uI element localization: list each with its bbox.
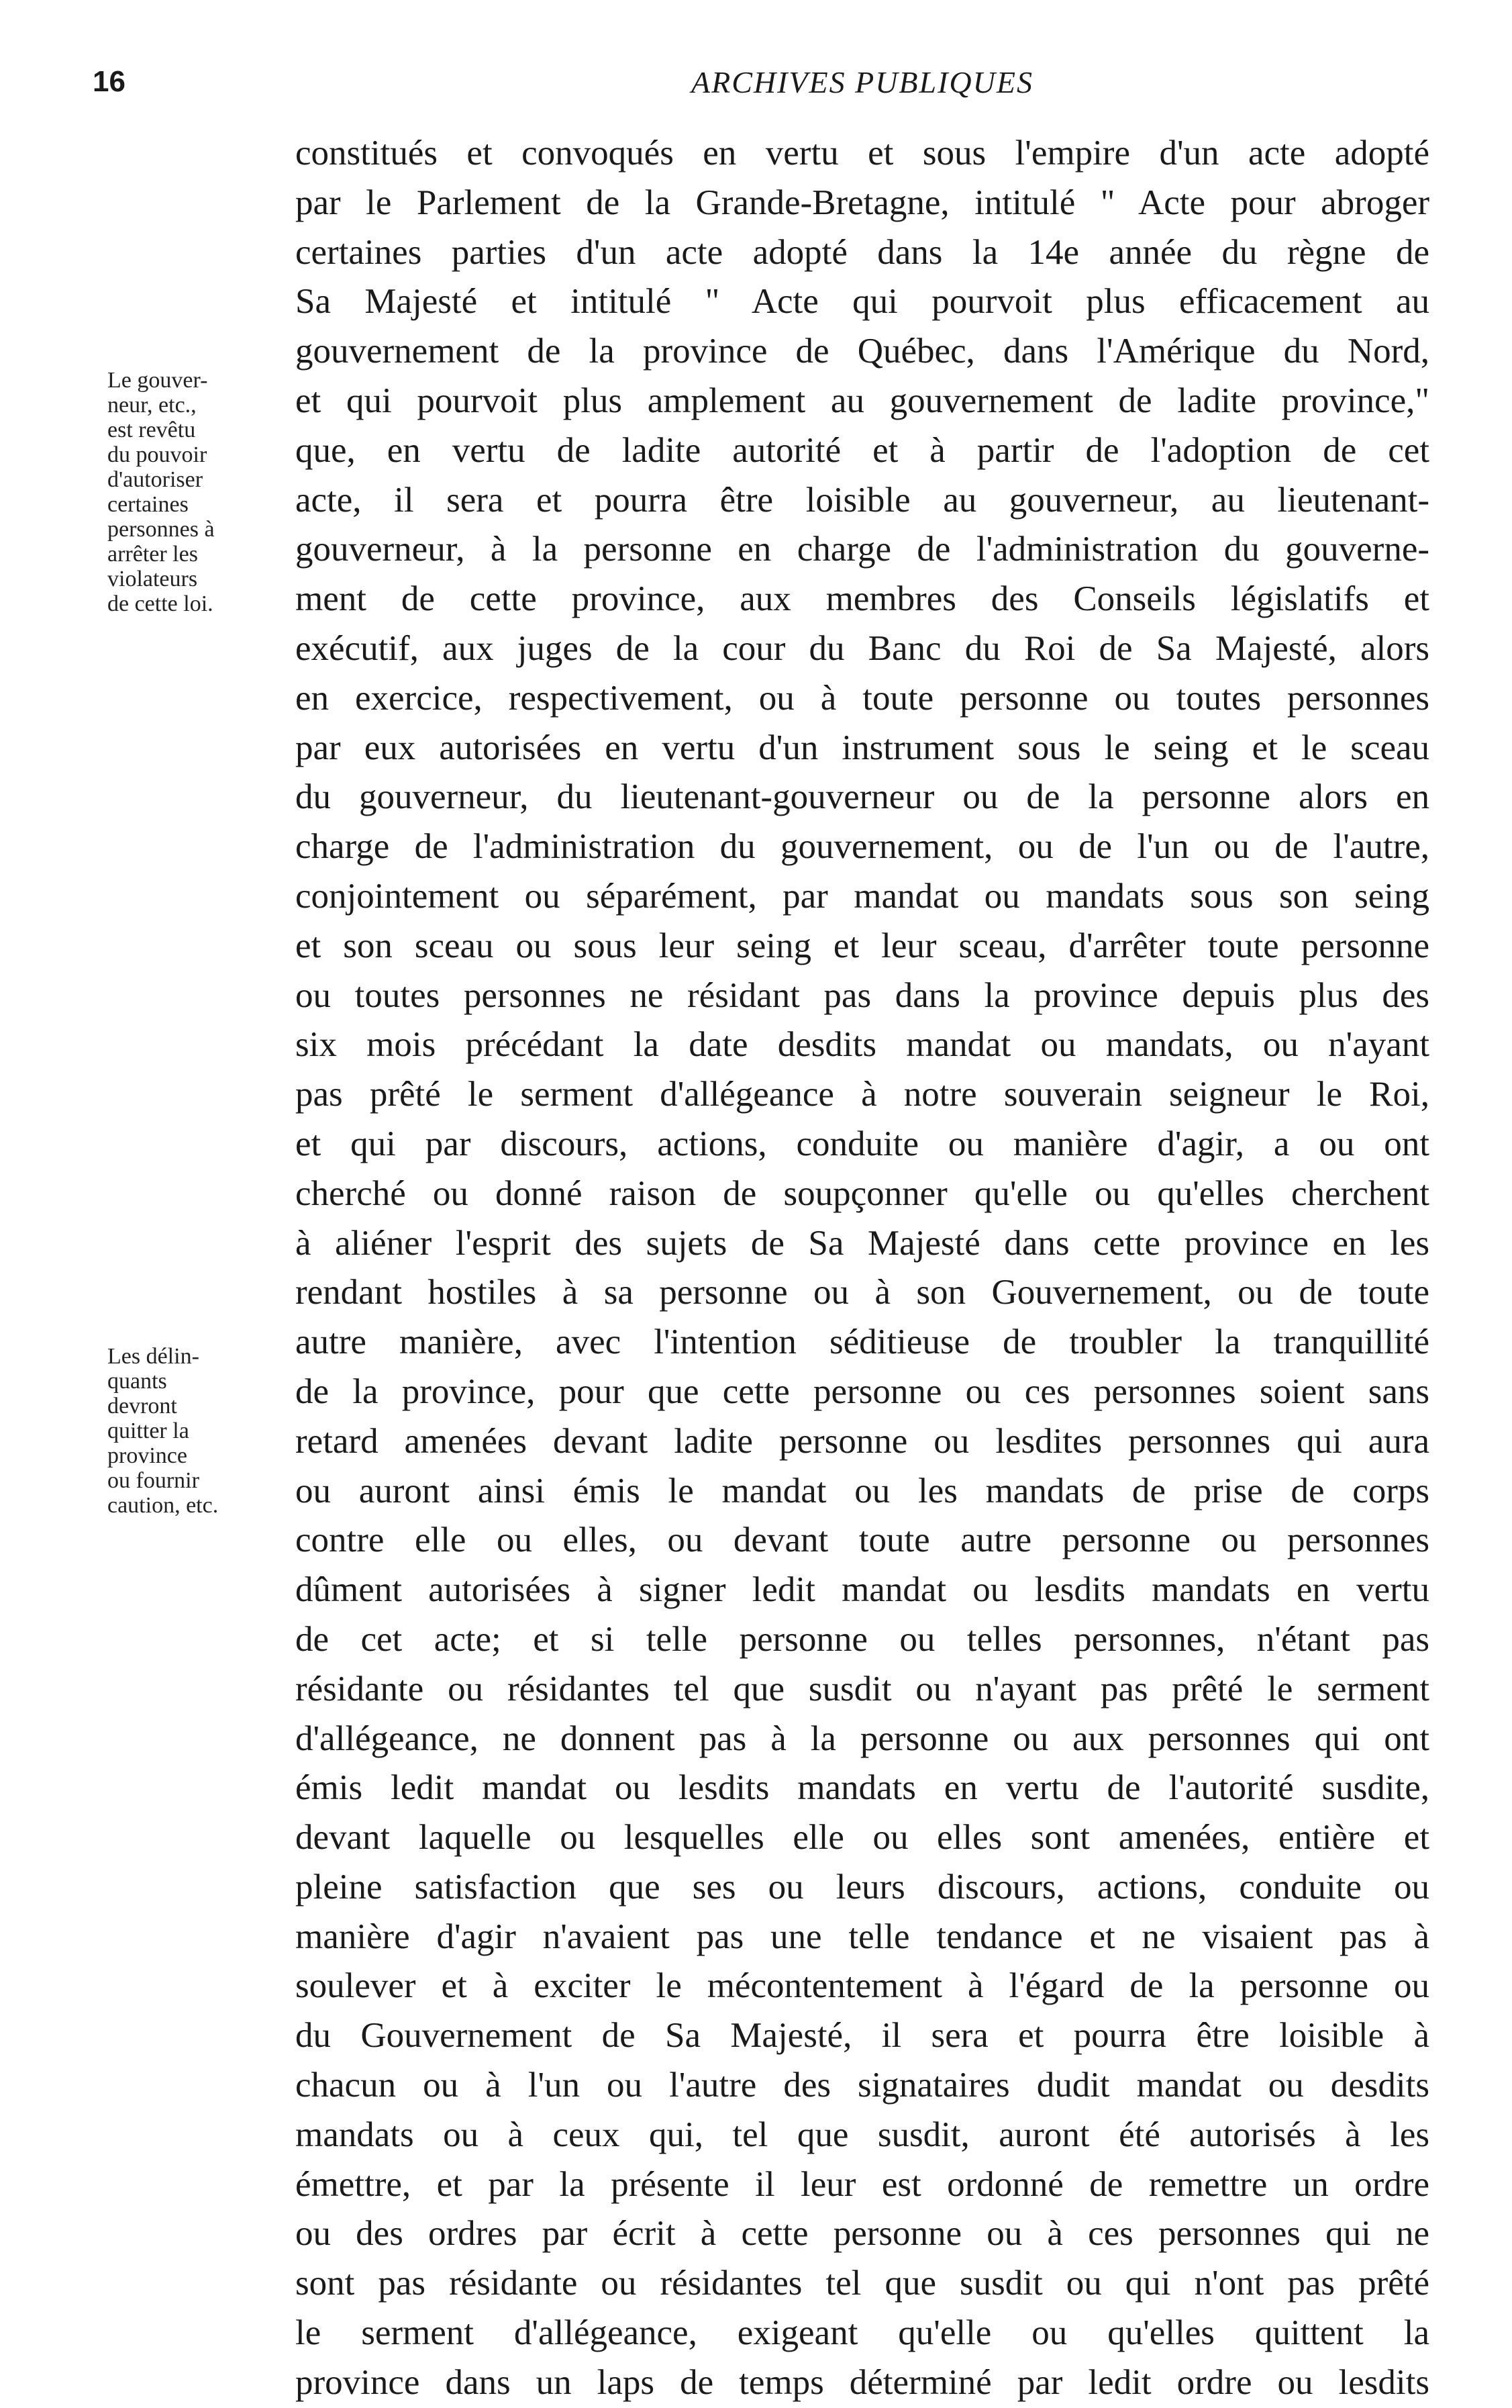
text-line: émettre, et par la présente il leur est ordonné de remettre un ordre [295,2164,1429,2204]
margin-note-line: de cette loi. [107,591,213,616]
text-line: pas prêté le serment d'allégeance à notre souverain seigneur le Roi, [295,1075,1429,1114]
text-line: certaines parties d'un acte adopté dans la 14e année du règne de [295,232,1429,272]
margin-note-line: caution, etc. [107,1493,219,1518]
text-line: le serment d'allégeance, exigeant qu'elle ou qu'elles quittent la [295,2313,1429,2353]
margin-note-line: Les délin- [107,1344,199,1369]
text-line: et qui par discours, actions, conduite ou manière d'agir, a ou ont [295,1124,1429,1163]
text-line: pleine satisfaction que ses ou leurs discours, actions, conduite ou [295,1867,1429,1907]
text-line: exécutif, aux juges de la cour du Banc du Roi de Sa Majesté, alors [295,628,1429,668]
margin-note-line: personnes à [107,517,215,542]
text-line: conjointement ou séparément, par mandat ou mandats sous son seing [295,876,1429,916]
text-line: charge de l'administration du gouvernement, ou de l'un ou de l'autre, [295,827,1429,867]
text-line: émis ledit mandat ou lesdits mandats en vertu de l'autorité susdite, [295,1768,1429,1808]
text-line: à aliéner l'esprit des sujets de Sa Majesté dans cette province en les [295,1223,1429,1263]
text-line: contre elle ou elles, ou devant toute autre personne ou personnes [295,1521,1429,1560]
margin-note-line: violateurs [107,567,198,591]
text-line: de la province, pour que cette personne ou ces personnes soient sans [295,1371,1429,1411]
text-line: ou auront ainsi émis le mandat ou les mandats de prise de corps [295,1471,1429,1510]
margin-note-line: quants [107,1369,167,1394]
text-line: et qui pourvoit plus amplement au gouvernement de ladite province," [295,381,1429,420]
margin-note-line: est revêtu [107,418,196,442]
text-line: six mois précédant la date desdits mandat ou mandats, ou n'ayant [295,1025,1429,1065]
text-line: soulever et à exciter le mécontentement à l'égard de la personne ou [295,1966,1429,2006]
text-line: chacun ou à l'un ou l'autre des signataires dudit mandat ou desdits [295,2066,1429,2105]
text-line: par le Parlement de la Grande-Bretagne, intitulé " Acte pour abroger [295,183,1429,222]
text-line: ou toutes personnes ne résidant pas dans la province depuis plus des [295,975,1429,1015]
text-line: et son sceau ou sous leur seing et leur sceau, d'arrêter toute personne [295,926,1429,965]
text-line: cherché ou donné raison de soupçonner qu'elle ou qu'elles cherchent [295,1173,1429,1213]
text-line: constitués et convoqués en vertu et sous l'empire d'un acte adopté [295,134,1429,173]
text-line: devant laquelle ou lesquelles elle ou elles sont amenées, entière et [295,1818,1429,1858]
text-line: province dans un laps de temps déterminé par ledit ordre ou lesdits [295,2362,1429,2402]
margin-note [107,1344,268,1518]
margin-note-line: arrêter les [107,542,198,567]
text-line: d'allégeance, ne donnent pas à la personne ou aux personnes qui ont [295,1719,1429,1758]
margin-note-line: quitter la [107,1418,189,1443]
margin-note-line: devront [107,1394,177,1418]
text-line: sont pas résidante ou résidantes tel que susdit ou qui n'ont pas prêté [295,2264,1429,2303]
margin-note-line: Le gouver- [107,368,208,393]
text-line: acte, il sera et pourra être loisible au gouverneur, au lieutenant- [295,480,1429,520]
text-line: gouvernement de la province de Québec, dans l'Amérique du Nord, [295,332,1429,371]
page-number: 16 [93,65,125,98]
margin-note-line: certaines [107,492,189,517]
text-line: autre manière, avec l'intention séditieuse de troubler la tranquillité [295,1322,1429,1362]
text-line: en exercice, respectivement, ou à toute personne ou toutes personnes [295,678,1429,718]
text-line: ou des ordres par écrit à cette personne ou à ces personnes qui ne [295,2214,1429,2254]
text-line: dûment autorisées à signer ledit mandat ou lesdits mandats en vertu [295,1570,1429,1610]
margin-note [107,368,268,616]
text-line: du gouverneur, du lieutenant-gouverneur ou de la personne alors en [295,777,1429,817]
margin-note-line: du pouvoir [107,442,207,467]
text-line: par eux autorisées en vertu d'un instrument sous le seing et le sceau [295,728,1429,767]
margin-note-line: d'autoriser [107,467,203,492]
text-line: ment de cette province, aux membres des Conseils législatifs et [295,579,1429,619]
body-text [295,129,1429,2408]
text-line: mandats ou à ceux qui, tel que susdit, auront été autorisés à les [295,2115,1429,2154]
text-line: de cet acte; et si telle personne ou telles personnes, n'étant pas [295,1619,1429,1659]
text-line: que, en vertu de ladite autorité et à partir de l'adoption de cet [295,430,1429,470]
margin-note-line: province [107,1443,187,1468]
text-line: manière d'agir n'avaient pas une telle tendance et ne visaient pas à [295,1917,1429,1956]
text-line: rendant hostiles à sa personne ou à son Gouvernement, ou de toute [295,1273,1429,1312]
text-line: résidante ou résidantes tel que susdit ou n'ayant pas prêté le serment [295,1669,1429,1708]
text-line: gouverneur, à la personne en charge de l'administration du gouverne- [295,530,1429,569]
running-title: ARCHIVES PUBLIQUES [691,65,1034,99]
text-line: retard amenées devant ladite personne ou lesdites personnes qui aura [295,1421,1429,1461]
margin-note-line: neur, etc., [107,393,197,418]
margin-note-line: ou fournir [107,1468,199,1493]
text-line: du Gouvernement de Sa Majesté, il sera et pourra être loisible à [295,2016,1429,2056]
text-line: Sa Majesté et intitulé " Acte qui pourvoit plus efficacement au [295,282,1429,322]
